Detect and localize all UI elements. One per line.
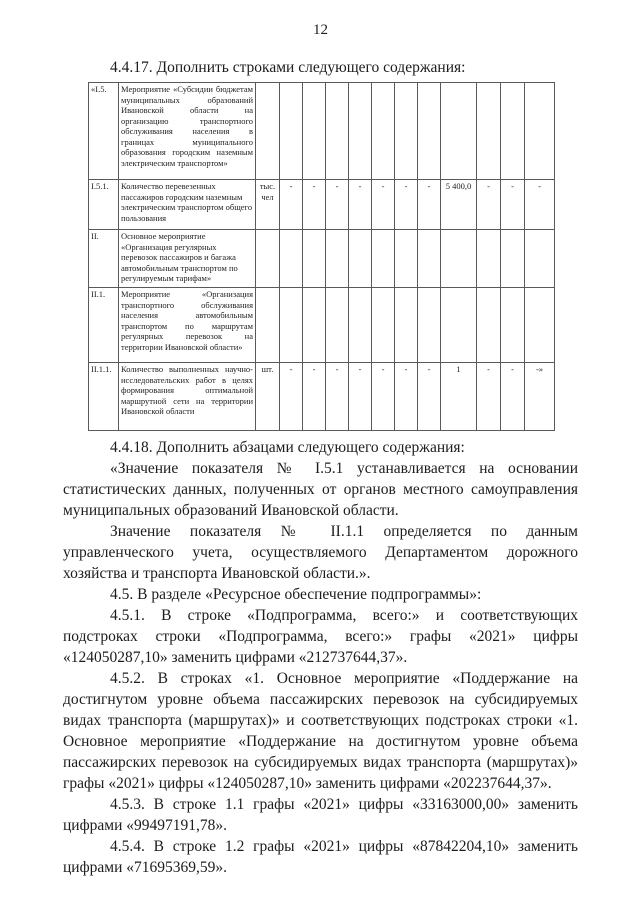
row-num-cell: II.1. [89, 288, 119, 363]
value-cell [525, 83, 555, 180]
value-cell [418, 288, 441, 363]
value-cell: - [303, 180, 326, 230]
value-cell [477, 230, 501, 288]
paragraph: «Значение показателя № I.5.1 устанавливается на основании статистических данных, полученных от органов местного самоуправления муниципальных образований Ивановской области. [63, 460, 578, 519]
paragraphs-section [63, 437, 578, 878]
value-cell: - [349, 180, 372, 230]
row-desc-cell: Количество перевезенных пассажиров городским наземным электрическим транспортом общего пользования [119, 180, 256, 230]
value-cell [303, 230, 326, 288]
value-cell [303, 83, 326, 180]
value-cell: - [418, 363, 441, 431]
value-cell [349, 288, 372, 363]
section-4417-heading: 4.4.17. Дополнить строками следующего содержания: [110, 59, 466, 76]
table-row [89, 363, 555, 431]
value-cell: - [372, 180, 395, 230]
table-row [89, 230, 555, 288]
value-cell: - [326, 363, 349, 431]
paragraph: Значение показателя № II.1.1 определяется по данным управленческого учета, осуществляемого Департаментом дорожного хозяйства и транспорта Ивановской области.». [63, 523, 578, 582]
value-cell: - [326, 180, 349, 230]
value-cell [395, 230, 418, 288]
value-cell [326, 83, 349, 180]
row-desc-cell: Мероприятие «Субсидии бюджетам муниципальных образований Ивановской области на организацию транспортного обслуживания населения в границах муниципального образования городским наземным электрическим транспортом» [119, 83, 256, 180]
value-cell: - [477, 363, 501, 431]
value-cell [441, 230, 477, 288]
value-cell: - [395, 363, 418, 431]
value-cell: - [501, 363, 525, 431]
value-cell [418, 83, 441, 180]
value-cell: - [418, 180, 441, 230]
value-cell [477, 83, 501, 180]
value-cell [349, 230, 372, 288]
amendment-table [88, 82, 555, 431]
value-cell [326, 230, 349, 288]
value-cell [477, 288, 501, 363]
value-cell: 1 [441, 363, 477, 431]
value-cell [441, 83, 477, 180]
value-cell: - [372, 363, 395, 431]
value-cell [280, 83, 303, 180]
value-cell: 5 400,0 [441, 180, 477, 230]
value-cell [349, 83, 372, 180]
value-cell [525, 230, 555, 288]
row-num-cell: I.5.1. [89, 180, 119, 230]
paragraph: 4.5.2. В строках «1. Основное мероприятие «Поддержание на достигнутом уровне объема пассажирских перевозок на субсидируемых видах транспорта (маршрутах)» и соответствующих подстроках строки «1. Основное мероприятие «Поддержание на достигнутом уровне объема пассажирских перевозок на субсидируемых видах транспорта (маршрутах)» графы «2021» цифры «124050287,10» заменить цифрами «202237644,37». [63, 670, 578, 792]
table-row [89, 180, 555, 230]
row-unit-cell: шт. [256, 363, 280, 431]
value-cell: - [477, 180, 501, 230]
amendment-table-body [89, 83, 555, 431]
value-cell: - [280, 363, 303, 431]
row-unit-cell [256, 83, 280, 180]
table-row [89, 288, 555, 363]
value-cell [525, 288, 555, 363]
row-desc-cell: Основное мероприятие «Организация регулярных перевозок пассажиров и багажа автомобильным транспортом по регулируемым тарифам» [119, 230, 256, 288]
paragraph: 4.5.3. В строке 1.1 графы «2021» цифры «33163000,00» заменить цифрами «99497191,78». [63, 796, 578, 834]
paragraph: 4.5. В разделе «Ресурсное обеспечение подпрограммы»: [110, 586, 482, 603]
value-cell [395, 83, 418, 180]
value-cell [280, 288, 303, 363]
value-cell [501, 83, 525, 180]
value-cell [303, 288, 326, 363]
value-cell [372, 230, 395, 288]
table-row [89, 83, 555, 180]
paragraph: 4.4.18. Дополнить абзацами следующего содержания: [110, 439, 465, 456]
value-cell [441, 288, 477, 363]
value-cell [280, 230, 303, 288]
row-unit-cell: тыс. чел [256, 180, 280, 230]
row-unit-cell [256, 230, 280, 288]
row-num-cell: II.1.1. [89, 363, 119, 431]
value-cell: - [525, 180, 555, 230]
value-cell [372, 83, 395, 180]
value-cell [372, 288, 395, 363]
value-cell: - [501, 180, 525, 230]
value-cell: - [280, 180, 303, 230]
row-unit-cell [256, 288, 280, 363]
paragraph: 4.5.1. В строке «Подпрограмма, всего:» и соответствующих подстроках строки «Подпрограмма, всего:» графы «2021» цифры «124050287,10» заменить цифрами «212737644,37». [63, 607, 578, 666]
row-num-cell: II. [89, 230, 119, 288]
value-cell: -» [525, 363, 555, 431]
value-cell [501, 230, 525, 288]
value-cell [418, 230, 441, 288]
row-desc-cell: Мероприятие «Организация транспортного обслуживания населения автомобильным транспортом по маршрутам регулярных перевозок на территории Ивановской области» [119, 288, 256, 363]
paragraph: 4.5.4. В строке 1.2 графы «2021» цифры «87842204,10» заменить цифрами «71695369,59». [63, 838, 578, 876]
page-number: 12 [313, 22, 328, 38]
value-cell: - [395, 180, 418, 230]
value-cell [395, 288, 418, 363]
row-num-cell: «I.5. [89, 83, 119, 180]
value-cell: - [349, 363, 372, 431]
value-cell [501, 288, 525, 363]
value-cell: - [303, 363, 326, 431]
row-desc-cell: Количество выполненных научно-исследовательских работ в целях формирования оптимальной маршрутной сети на территории Ивановской области [119, 363, 256, 431]
value-cell [326, 288, 349, 363]
